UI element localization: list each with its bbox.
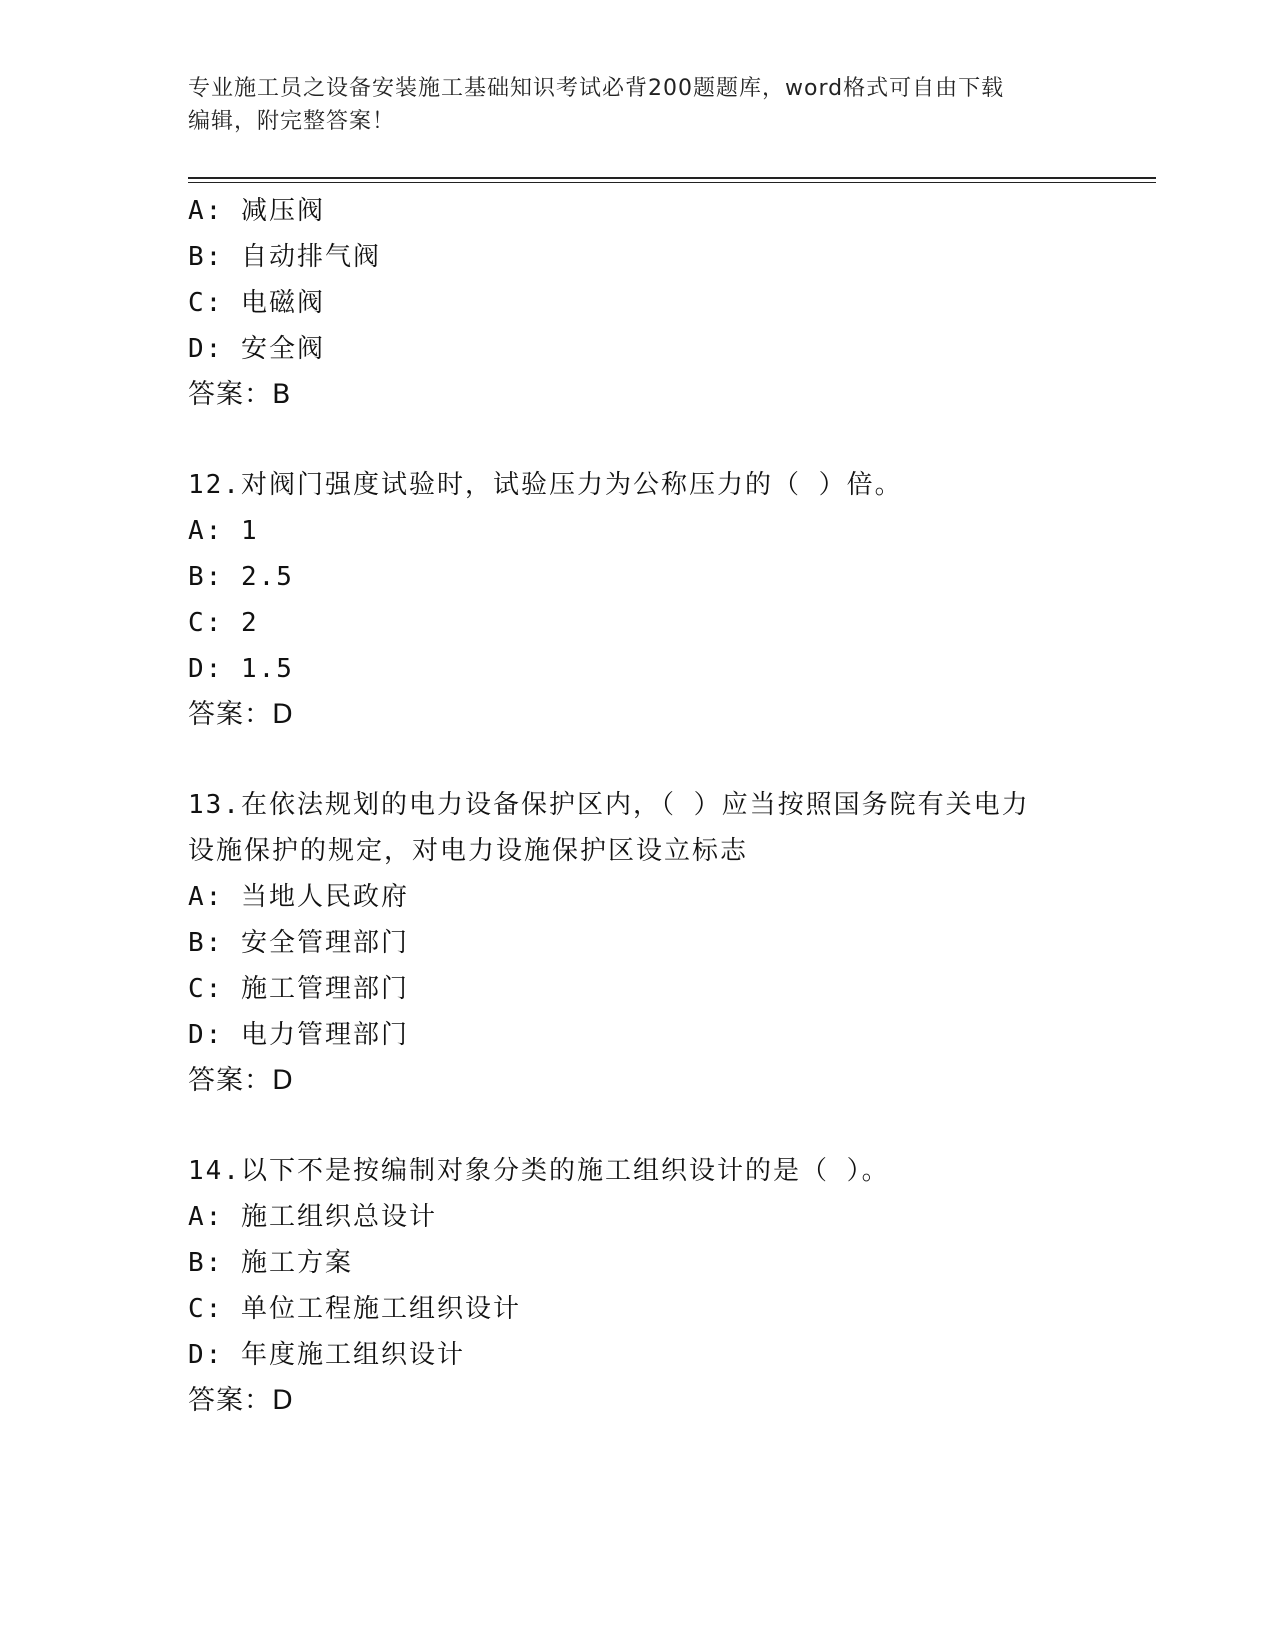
question-list — [188, 188, 1088, 1424]
question-12 — [188, 462, 1088, 738]
header-line-2: 编辑，附完整答案！ — [188, 109, 396, 134]
spacer — [188, 418, 1088, 462]
spacer — [188, 738, 1088, 782]
option-c: C: 电磁阀 — [188, 288, 325, 318]
question-14 — [188, 1148, 1088, 1424]
question-13 — [188, 782, 1088, 1104]
option-a: A: 施工组织总设计 — [188, 1202, 437, 1232]
spacer — [188, 1104, 1088, 1148]
option-a: A: 当地人民政府 — [188, 882, 409, 912]
option-a: A: 1 — [188, 516, 259, 546]
header-line-1: 专业施工员之设备安装施工基础知识考试必背200题题库，word格式可自由下载 — [188, 76, 1005, 101]
option-d: D: 电力管理部门 — [188, 1020, 409, 1050]
document-header — [188, 72, 1088, 138]
option-b: B: 2.5 — [188, 562, 294, 592]
answer-line: 答案：D — [188, 1385, 294, 1416]
option-b: B: 安全管理部门 — [188, 928, 409, 958]
question-stem: 12.对阀门强度试验时，试验压力为公称压力的（ ）倍。 — [188, 470, 903, 500]
option-d: D: 安全阀 — [188, 334, 325, 364]
answer-line: 答案：D — [188, 699, 294, 730]
option-c: C: 施工管理部门 — [188, 974, 409, 1004]
option-a: A: 减压阀 — [188, 196, 325, 226]
option-d: D: 1.5 — [188, 654, 294, 684]
question-stem-line-2: 设施保护的规定，对电力设施保护区设立标志 — [188, 836, 749, 866]
option-b: B: 施工方案 — [188, 1248, 353, 1278]
question-stem-line-1: 13.在依法规划的电力设备保护区内，（ ）应当按照国务院有关电力 — [188, 790, 1030, 820]
answer-line: 答案：B — [188, 379, 292, 410]
option-c: C: 2 — [188, 608, 259, 638]
question-11 — [188, 188, 1088, 418]
option-b: B: 自动排气阀 — [188, 242, 381, 272]
header-rule-thick — [188, 177, 1156, 179]
question-stem: 14.以下不是按编制对象分类的施工组织设计的是（ ）。 — [188, 1156, 890, 1186]
answer-line: 答案：D — [188, 1065, 294, 1096]
option-d: D: 年度施工组织设计 — [188, 1340, 465, 1370]
header-rule-thin — [188, 182, 1156, 183]
option-c: C: 单位工程施工组织设计 — [188, 1294, 521, 1324]
